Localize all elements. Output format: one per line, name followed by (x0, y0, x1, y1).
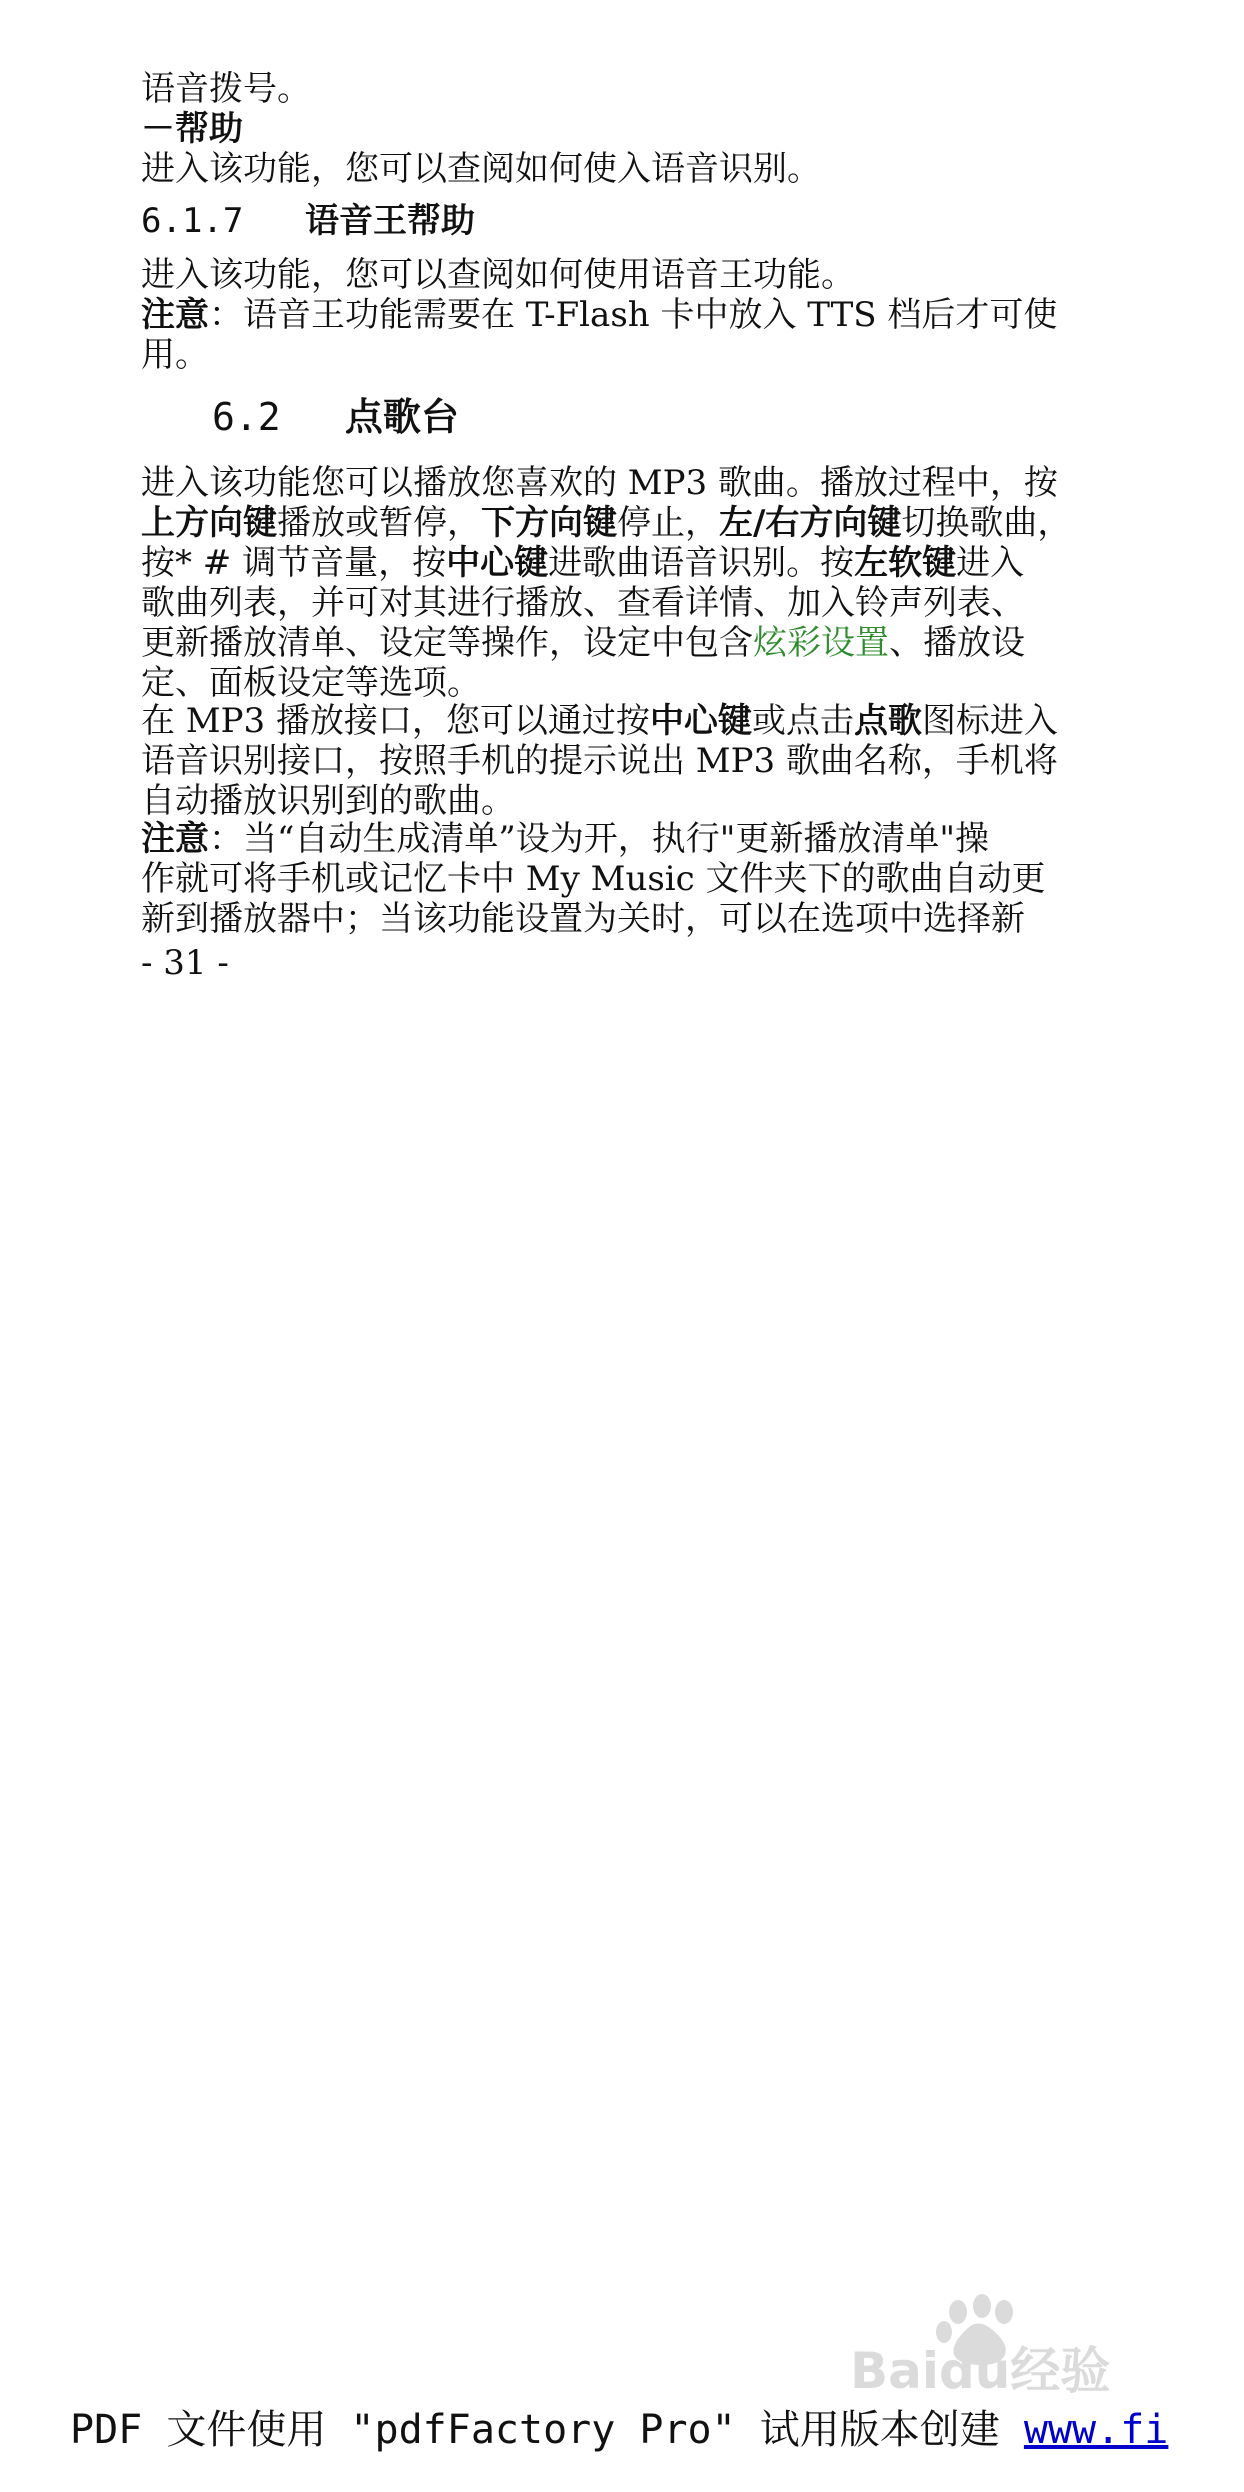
footer-link[interactable]: www.fi (1023, 2407, 1169, 2453)
text-line: 定、面板设定等选项。 (141, 663, 481, 703)
text-line: 按* # 调节音量，按中心键进歌曲语音识别。按左软键进入 (141, 543, 1025, 583)
text-line: 新到播放器中；当该功能设置为关时，可以在选项中选择新 (141, 899, 1025, 939)
baidu-watermark-logo (840, 2290, 1200, 2400)
pdf-footer-banner (70, 2400, 1244, 2460)
text-line: 上方向键播放或暂停，下方向键停止，左/右方向键切换歌曲， (141, 503, 1072, 543)
watermark-brand-text: Baidu经验 (850, 2342, 1111, 2400)
text-line: 歌曲列表，并可对其进行播放、查看详情、加入铃声列表、 (141, 583, 1025, 623)
text-line: 自动播放识别到的歌曲。 (141, 781, 515, 821)
text-line: 更新播放清单、设定等操作，设定中包含炫彩设置、播放设 (141, 623, 1025, 663)
text-line: 进入该功能，您可以查阅如何使用语音王功能。 (141, 255, 855, 295)
text-line: 用。 (141, 335, 209, 375)
section-heading-6-2 (212, 386, 459, 448)
section-title: 点歌台 (344, 395, 459, 439)
section-heading-6-1-7 (141, 190, 475, 252)
section-title: 语音王帮助 (304, 201, 475, 241)
text-line: 在 MP3 播放接口，您可以通过按中心键或点击点歌图标进入 (141, 701, 1058, 741)
text-line: 作就可将手机或记忆卡中 My Music 文件夹下的歌曲自动更 (141, 859, 1046, 899)
help-heading: －帮助 (141, 109, 243, 149)
section-number: 6.2 (212, 395, 281, 439)
section-number: 6.1.7 (141, 201, 244, 241)
text-line: 进入该功能您可以播放您喜欢的 MP3 歌曲。播放过程中，按 (141, 463, 1058, 503)
footer-text: PDF 文件使用 "pdfFactory Pro" 试用版本创建 (70, 2407, 1024, 2453)
text-line: 进入该功能，您可以查阅如何使入语音识别。 (141, 149, 821, 189)
text-line: 语音识别接口，按照手机的提示说出 MP3 歌曲名称，手机将 (141, 741, 1058, 781)
text-line: 语音拨号。 (141, 69, 311, 109)
page-number: - 31 - (141, 943, 229, 983)
note-line: 注意：语音王功能需要在 T-Flash 卡中放入 TTS 档后才可使 (141, 295, 1058, 335)
highlight-term: 炫彩设置 (753, 623, 889, 663)
note-line: 注意：当“自动生成清单”设为开，执行"更新播放清单"操 (141, 819, 990, 859)
